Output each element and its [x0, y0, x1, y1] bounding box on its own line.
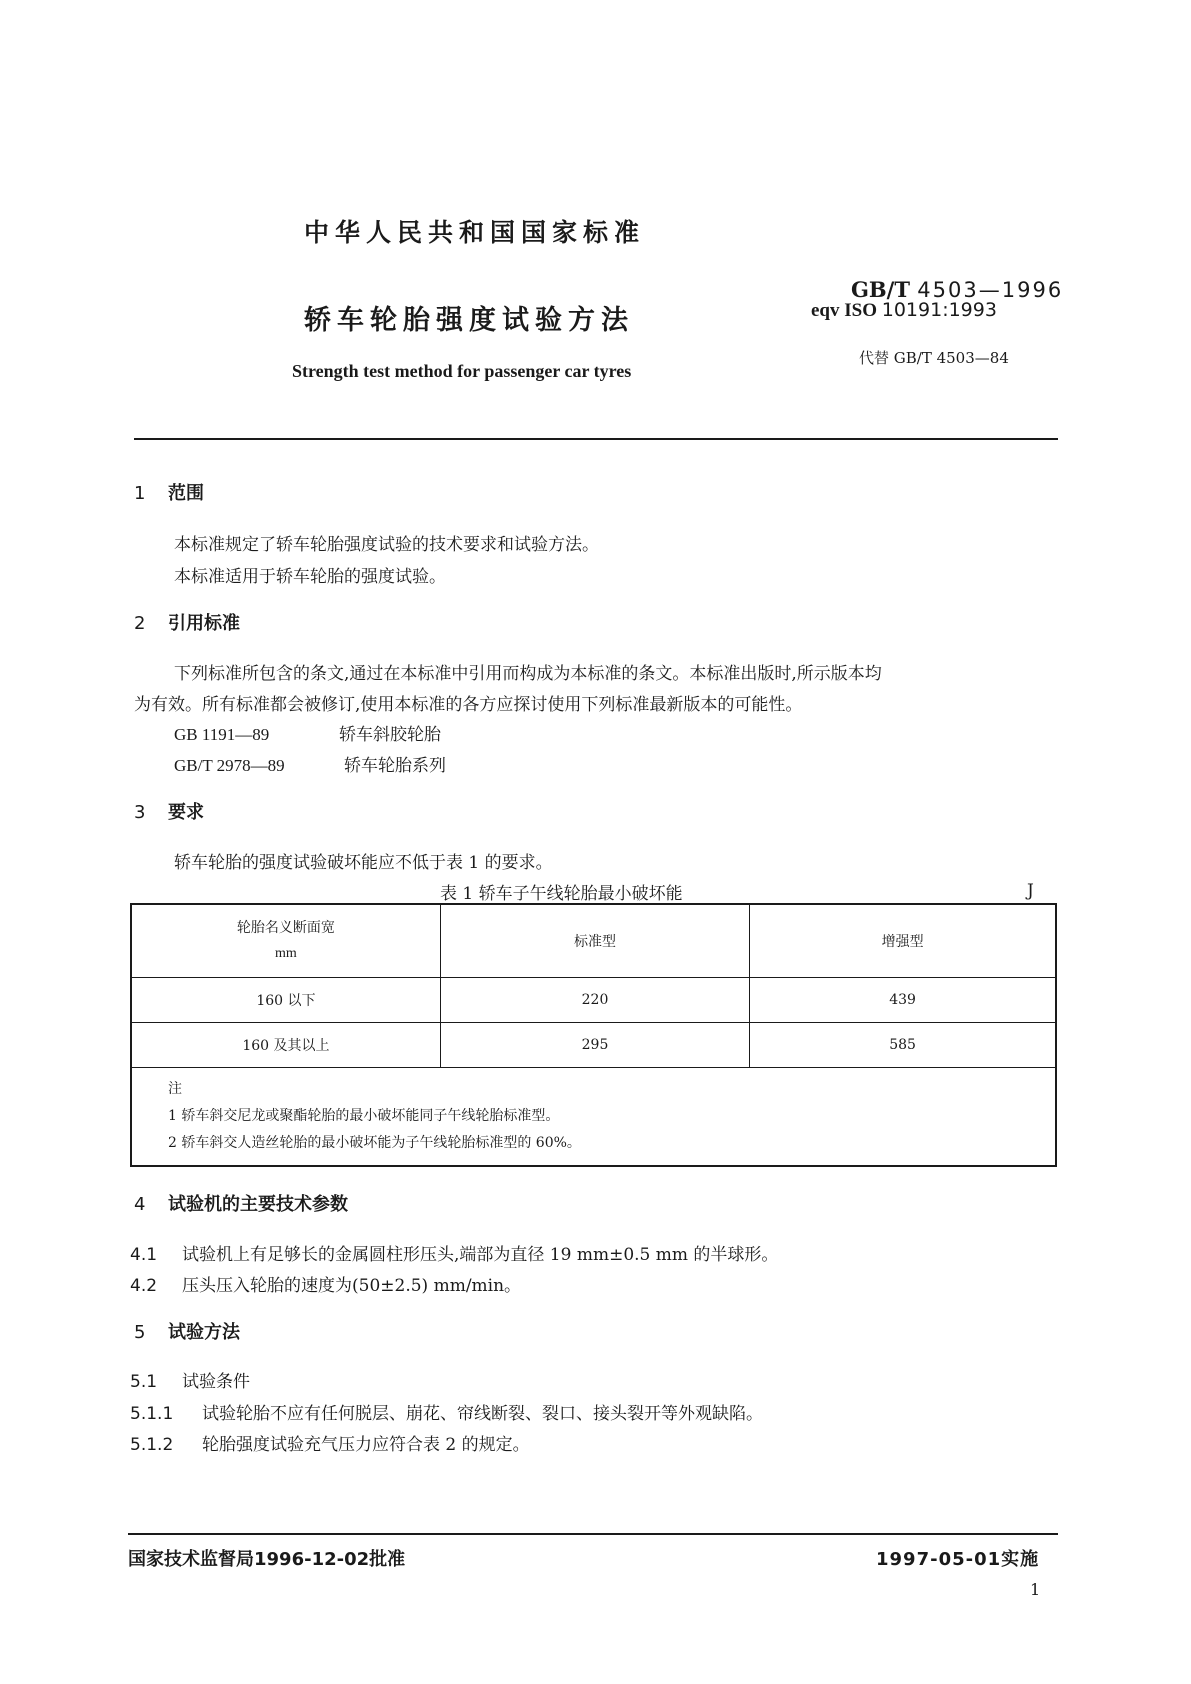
- section-5-heading: [134, 1318, 240, 1344]
- section-1-heading: [134, 479, 204, 505]
- header-text: 轮胎名义断面宽: [236, 920, 335, 936]
- reference-code: GB 1191—89: [174, 725, 270, 744]
- replaces-standard: 代替 GB/T 4503—84: [859, 349, 1009, 367]
- clause-number: 5.1.1: [130, 1404, 174, 1424]
- paragraph: 轿车轮胎的强度试验破坏能应不低于表 1 的要求。: [174, 853, 553, 873]
- section-number: 4: [134, 1194, 146, 1215]
- clause-number: 5.1: [130, 1372, 158, 1392]
- approval-date: 国家技术监督局1996-12-02批准: [128, 1549, 406, 1570]
- section-number: 5: [134, 1322, 146, 1343]
- header-cell: 标准型: [440, 904, 749, 978]
- document-title-english: Strength test method for passenger car tyres: [292, 361, 632, 381]
- table-cell: 160 及其以上: [131, 1023, 440, 1068]
- section-4-heading: [134, 1190, 348, 1216]
- paragraph: 为有效。所有标准都会被修订,使用本标准的各方应探讨使用下列标准最新版本的可能性。: [134, 695, 803, 715]
- standard-prefix: GB/T: [851, 277, 910, 302]
- header-cell: 增强型: [750, 904, 1056, 978]
- table-cell: 439: [750, 978, 1056, 1023]
- table-cell: 295: [440, 1023, 749, 1068]
- reference-item: [174, 720, 441, 745]
- document-title-chinese: 轿车轮胎强度试验方法: [304, 305, 634, 336]
- clause-text: 压头压入轮胎的速度为(50±2.5) mm/min。: [182, 1276, 522, 1296]
- section-number: 1: [134, 483, 146, 504]
- section-2-heading: [134, 609, 240, 635]
- reference-code: GB/T 2978—89: [174, 756, 285, 775]
- table-row: [131, 978, 1056, 1023]
- section-title: 引用标准: [168, 613, 240, 634]
- header-unit: mm: [275, 946, 297, 961]
- note-item: 2 轿车斜交人造丝轮胎的最小破坏能为子午线轮胎标准型的 60%。: [168, 1135, 581, 1151]
- section-3-heading: [134, 798, 204, 824]
- clause-item: [130, 1367, 250, 1392]
- section-number: 3: [134, 802, 146, 823]
- clause-text: 试验条件: [182, 1372, 250, 1392]
- header-cell: [131, 904, 440, 978]
- note-label: 注: [168, 1081, 182, 1097]
- eqv-prefix: eqv ISO: [811, 300, 877, 321]
- page-number: 1: [1030, 1580, 1041, 1599]
- eqv-number: 10191:1993: [881, 299, 997, 321]
- header-divider: [134, 438, 1058, 440]
- clause-item: [130, 1271, 521, 1296]
- clause-item: [130, 1240, 778, 1265]
- paragraph: 下列标准所包含的条文,通过在本标准中引用而构成为本标准的条文。本标准出版时,所示版本均: [174, 664, 882, 684]
- standard-number: 4503—1996: [917, 278, 1064, 302]
- clause-text: 轮胎强度试验充气压力应符合表 2 的规定。: [202, 1435, 530, 1455]
- note-item: 1 轿车斜交尼龙或聚酯轮胎的最小破坏能同子午线轮胎标准型。: [168, 1108, 560, 1124]
- section-title: 试验机的主要技术参数: [168, 1194, 348, 1215]
- table-unit: J: [1027, 881, 1034, 901]
- equivalent-standard: [811, 299, 997, 322]
- table-note: [131, 1068, 1056, 1167]
- table-note-row: [131, 1068, 1056, 1167]
- clause-text: 试验轮胎不应有任何脱层、崩花、帘线断裂、裂口、接头裂开等外观缺陷。: [202, 1404, 763, 1424]
- clause-text: 试验机上有足够长的金属圆柱形压头,端部为直径 19 mm±0.5 mm 的半球形。: [182, 1245, 779, 1265]
- paragraph: 本标准适用于轿车轮胎的强度试验。: [174, 567, 446, 587]
- table-row: [131, 1023, 1056, 1068]
- table-cell: 160 以下: [131, 978, 440, 1023]
- section-title: 范围: [168, 483, 204, 504]
- footer-divider: [128, 1533, 1058, 1535]
- reference-title: 轿车斜胶轮胎: [339, 725, 441, 745]
- section-title: 要求: [168, 802, 204, 823]
- table-cell: 585: [750, 1023, 1056, 1068]
- effective-date: 1997-05-01实施: [876, 1549, 1040, 1570]
- clause-item: [130, 1399, 763, 1424]
- clause-number: 4.2: [130, 1276, 158, 1296]
- table-caption: 表 1 轿车子午线轮胎最小破坏能: [440, 884, 683, 904]
- section-number: 2: [134, 613, 146, 634]
- table-header-row: [131, 904, 1056, 978]
- clause-number: 5.1.2: [130, 1435, 174, 1455]
- table-cell: 220: [440, 978, 749, 1023]
- section-title: 试验方法: [168, 1322, 240, 1343]
- national-standard-title: 中华人民共和国国家标准: [304, 218, 646, 247]
- paragraph: 本标准规定了轿车轮胎强度试验的技术要求和试验方法。: [174, 535, 599, 555]
- clause-item: [130, 1430, 530, 1455]
- minimum-breaking-energy-table: [130, 903, 1057, 1167]
- reference-title: 轿车轮胎系列: [344, 756, 446, 776]
- clause-number: 4.1: [130, 1245, 158, 1265]
- reference-item: [174, 751, 446, 776]
